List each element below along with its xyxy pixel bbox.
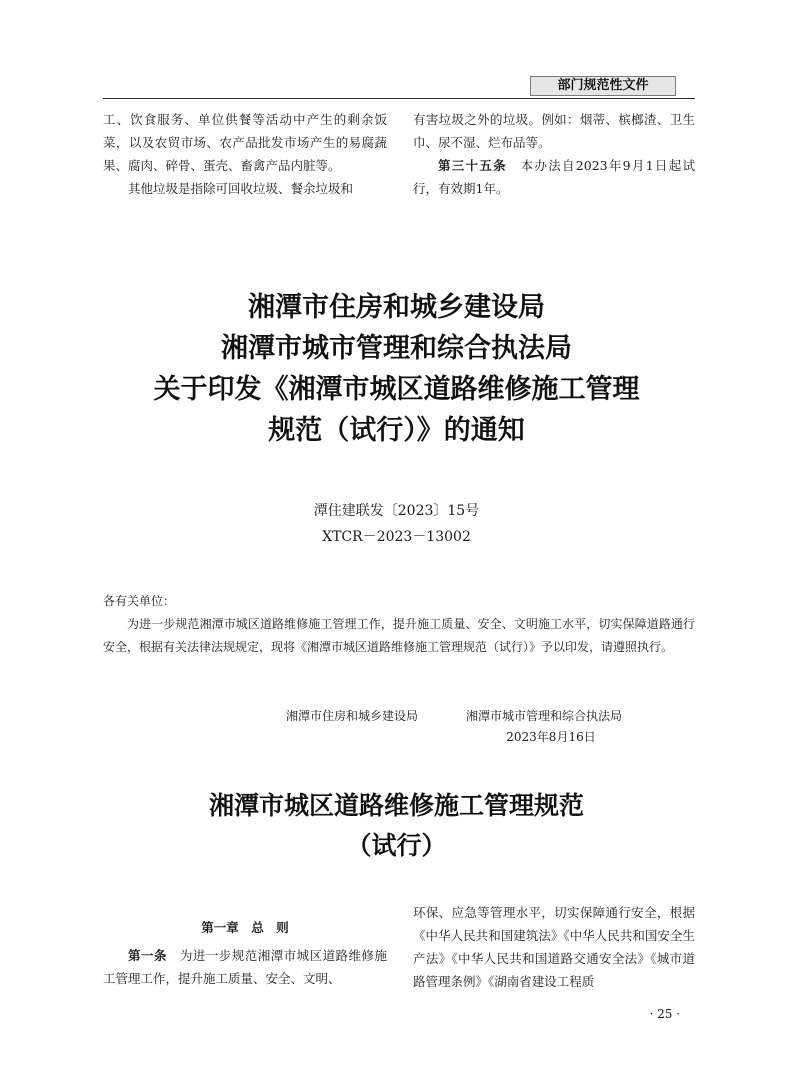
document-number: [100, 498, 693, 550]
top-left-paragraph-1: 工、饮食服务、单位供餐等活动中产生的剩余饭菜，以及农贸市场、农产品批发市场产生的易腐蔬果、腐肉、碎骨、蛋壳、畜禽产品内脏等。: [103, 112, 387, 173]
notice-title-line-4: 规范（试行）》的通知: [268, 415, 525, 446]
notice-title-line-2: 湘潭市城市管理和综合执法局: [221, 333, 572, 364]
notice-title: [60, 287, 733, 451]
document-number-line-1: 潭住建联发〔2023〕15号: [313, 503, 480, 519]
signature-date: 2023年8月16日: [506, 730, 596, 744]
notice-addressee: 各有关单位：: [103, 594, 176, 608]
regulation-title-line-2: （试行）: [346, 831, 447, 860]
article-1-label: 第一条: [128, 948, 167, 963]
article-1-text-right: 环保、应急等管理水平，切实保障通行安全，根据《中华人民共和国建筑法》《中华人民共和国安全生产法》《中华人民共和国道路交通安全法》《城市道路管理条例》《湖南省建设工程质: [413, 905, 695, 989]
regulation-title-line-1: 湘潭市城区道路维修施工管理规范: [208, 791, 584, 820]
regulation-title: [60, 786, 733, 866]
top-right-paragraph-1: 有害垃圾之外的垃圾。例如：烟蒂、槟榔渣、卫生巾、尿不湿、烂布品等。: [413, 112, 695, 150]
signature-org-1: 湘潭市住房和城乡建设局: [286, 709, 419, 723]
notice-paragraph: 为进一步规范湘潭市城区道路维修施工管理工作，提升施工质量、安全、文明施工水平，切实保障道路通行安全，根据有关法律法规规定，现将《湘潭市城区道路维修施工管理规范（试行）》予以印发，请遵照执行。: [103, 617, 695, 654]
notice-title-line-1: 湘潭市住房和城乡建设局: [248, 292, 545, 323]
article-35-label: 第三十五条: [438, 158, 507, 173]
header-divider: [103, 98, 695, 99]
signature-org-2: 湘潭市城市管理和综合执法局: [466, 709, 623, 723]
article-1-text-left: 为进一步规范湘潭市城区道路维修施工管理工作，提升施工质量、安全、文明、: [103, 948, 387, 986]
document-number-line-2: XTCR－2023－13002: [322, 529, 471, 545]
page-number: · 25 ·: [649, 1007, 680, 1021]
section-tag: 部门规范性文件: [530, 76, 676, 96]
article-35: [413, 154, 695, 200]
notice-title-line-3: 关于印发《湘潭市城区道路维修施工管理: [153, 374, 640, 405]
article-1: [103, 944, 387, 990]
top-left-paragraph-2: 其他垃圾是指除可回收垃圾、餐余垃圾和: [128, 181, 354, 196]
article-1-left-column: [103, 944, 387, 990]
chapter-1-heading: 第一章 总 则: [201, 920, 289, 935]
top-right-column: [413, 108, 695, 200]
top-left-column: [103, 108, 387, 200]
notice-body: [103, 590, 695, 659]
article-35-text: 本办法自2023年9月1日起试行，有效期1年。: [413, 158, 695, 196]
article-1-right-column: [413, 901, 695, 993]
